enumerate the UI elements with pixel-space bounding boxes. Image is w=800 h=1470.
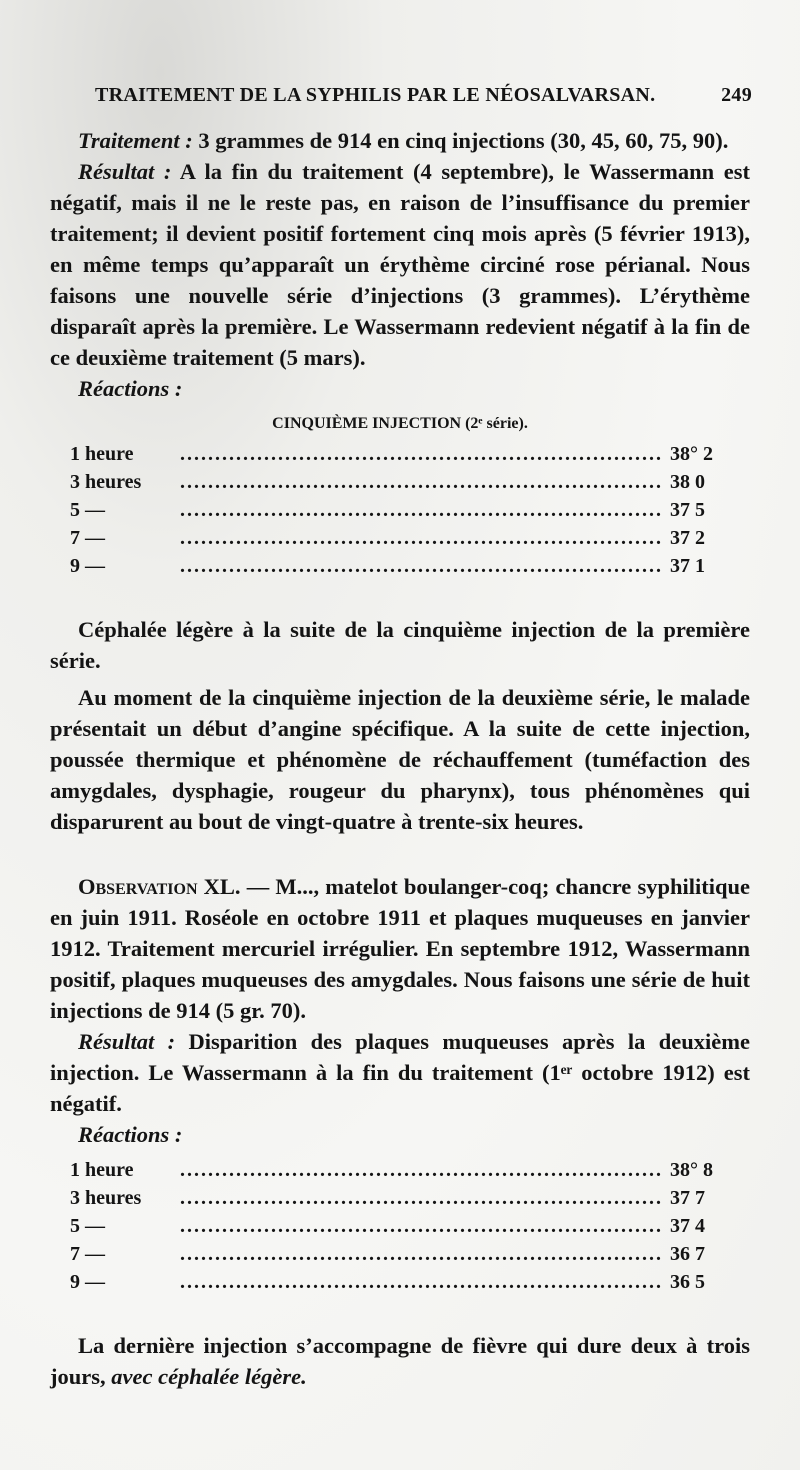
table-row — [70, 496, 740, 524]
resultat-label-1: Résultat : — [78, 159, 172, 184]
temperature-cell: 38 0 — [670, 471, 705, 493]
temperature-cell: 37 2 — [670, 527, 705, 549]
temperature-cell: 38° 8 — [670, 1159, 713, 1181]
paragraph-observation-xl — [50, 871, 750, 1026]
table-row — [70, 552, 740, 580]
time-cell: 5 — — [70, 1215, 105, 1237]
temperature-cell: 37 1 — [670, 555, 705, 577]
table-caption: CINQUIÈME INJECTION (2ᵉ série). — [272, 415, 528, 432]
temperature-cell: 37 7 — [670, 1187, 705, 1209]
time-cell: 3 heures — [70, 471, 142, 493]
time-cell: 3 heures — [70, 1187, 142, 1209]
paragraph-angine: Au moment de la cinquième injection de la deuxième série, le malade présentait un début d’angine spécifique. A la suite de cette injection, poussée thermique et phénomène de réchauffement (tuméfaction des amygdales, dysphagie, rougeur du pharynx), tous phénomènes qui disparurent au bout de vingt-quatre à trente-six heures. — [50, 685, 750, 834]
temperature-cell: 37 5 — [670, 499, 705, 521]
traitement-text: 3 grammes de 914 en cinq injections (30, 45, 60, 75, 90). — [192, 128, 729, 153]
time-cell: 7 — — [70, 527, 105, 549]
table-row — [70, 1268, 740, 1296]
observation-text: — M..., matelot boulanger-coq; chancre syphilitique en juin 1911. Roséole en octobre 1911 et plaques muqueuses en janvier 1912. Traitement mercuriel irrégulier. En septembre 1912, Wassermann positif, plaques muqueuses des amygdales. Nous faisons une série de huit injections de 914 (5 gr. 70). — [50, 874, 751, 1023]
running-header — [95, 84, 752, 107]
paragraph-resultat-1 — [50, 156, 750, 373]
paragraph-cephalee: Céphalée légère à la suite de la cinquième injection de la première série. — [50, 617, 750, 673]
table-row — [70, 1184, 740, 1212]
table-row — [70, 1156, 740, 1184]
leader-dots — [180, 468, 662, 496]
time-cell: 9 — — [70, 1271, 105, 1293]
final-italic: avec céphalée légère. — [111, 1364, 307, 1389]
final-text: La dernière injection s’accompagne de fièvre qui dure deux à trois jours, — [50, 1333, 750, 1389]
table-row — [70, 468, 740, 496]
table-row — [70, 1240, 740, 1268]
time-cell: 9 — — [70, 555, 105, 577]
page-number: 249 — [721, 84, 752, 106]
temperature-cell: 37 4 — [670, 1215, 705, 1237]
resultat-text-2: Disparition des plaques muqueuses après la deuxième injection. Le Wassermann à la fin du traitement (1ᵉʳ octobre 1912) est négatif. — [50, 1029, 750, 1116]
paragraph-traitement — [50, 125, 750, 156]
leader-dots — [180, 496, 662, 524]
leader-dots — [180, 1240, 662, 1268]
temperature-cell: 36 7 — [670, 1243, 705, 1265]
temperature-cell: 38° 2 — [670, 443, 713, 465]
leader-dots — [180, 524, 662, 552]
table-row — [70, 1212, 740, 1240]
temperature-table-2 — [70, 1156, 740, 1296]
resultat-text-1: A la fin du traitement (4 septembre), le Wassermann est négatif, mais il ne le reste pas, en raison de l’insuffisance du premier traitement; il devient positif fortement cinq mois après (5 février 1913), en même temps qu’apparaît un érythème circiné rose périanal. Nous faisons une nouvelle série d’injections (3 grammes). L’érythème disparaît après la première. Le Wassermann redevient négatif à la fin de ce deuxième traitement (5 mars). — [50, 159, 751, 370]
reactions-label-2 — [50, 1119, 750, 1150]
reactions-heading-1: Réactions : — [78, 376, 183, 401]
page-body — [50, 125, 750, 1392]
reactions-label-1 — [50, 373, 750, 404]
time-cell: 5 — — [70, 499, 105, 521]
temperature-cell: 36 5 — [670, 1271, 705, 1293]
leader-dots — [180, 440, 662, 468]
paragraph-resultat-2 — [50, 1026, 750, 1119]
reactions-heading-2: Réactions : — [78, 1122, 183, 1147]
leader-dots — [180, 1156, 662, 1184]
paragraph-derniere-injection — [50, 1330, 750, 1392]
resultat-label-2: Résultat : — [78, 1029, 176, 1054]
time-cell: 7 — — [70, 1243, 105, 1265]
observation-label: Observation XL. — [78, 874, 241, 899]
leader-dots — [180, 552, 662, 580]
leader-dots — [180, 1268, 662, 1296]
leader-dots — [180, 1212, 662, 1240]
table-row — [70, 524, 740, 552]
temperature-table-1 — [70, 440, 740, 580]
table-row — [70, 440, 740, 468]
time-cell: 1 heure — [70, 443, 134, 465]
traitement-label: Traitement : — [78, 128, 193, 153]
running-title: TRAITEMENT DE LA SYPHILIS PAR LE NÉOSALVARSAN. — [95, 84, 656, 106]
leader-dots — [180, 1184, 662, 1212]
time-cell: 1 heure — [70, 1159, 134, 1181]
